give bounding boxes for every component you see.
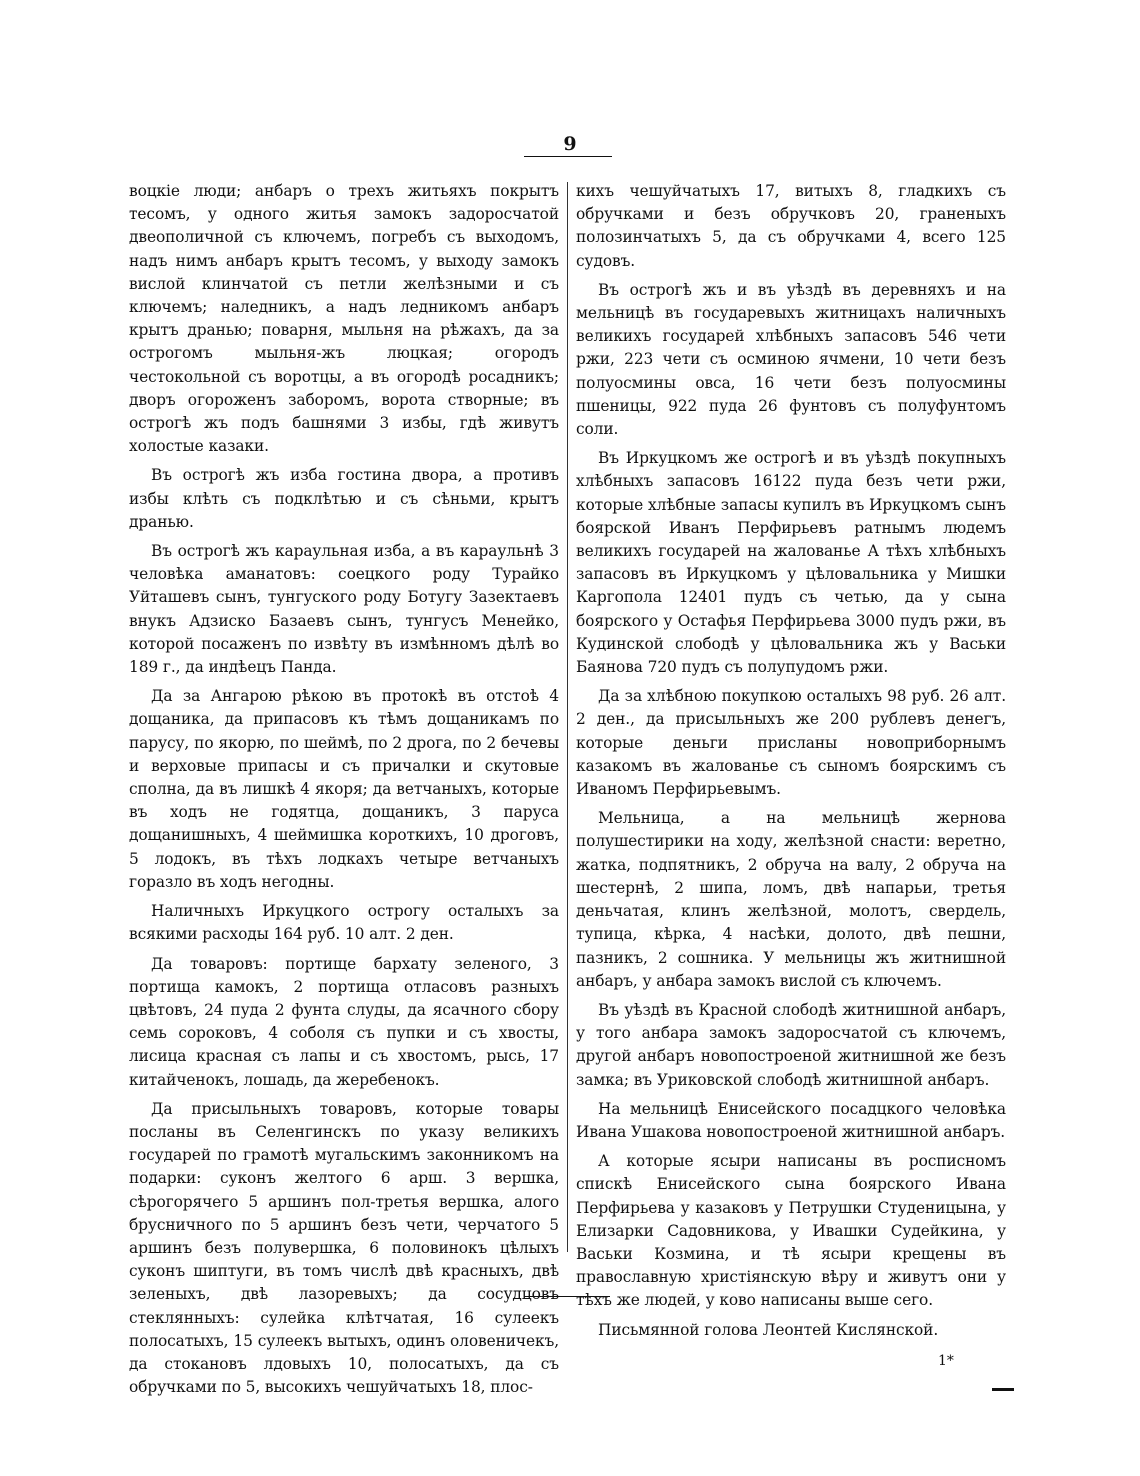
paragraph: Да за Ангарою рѣкою въ протокѣ въ отстоѣ 4 дощаника, да припасовъ къ тѣмъ дощаникамъ по парусу, по якорю, по шеймѣ, по 2 дрога, по 2 бечевы и верховые припасы и съ причалки и скутовые сполна, да въ лишкѣ 4 якоря; да ветчаныхъ, которые въ ходъ не годятца, дощаникъ, 3 паруса дощанишныхъ, 4 шеймишка короткихъ, 10 дроговъ, 5 лодокъ, въ тѣхъ лодкахъ четыре ветчаныхъ горазло въ ходъ негодны.	[129, 687, 559, 891]
corner-dash	[992, 1388, 1014, 1391]
paragraph: Да за хлѣбною покупкою осталыхъ 98 руб. 26 алт. 2 ден., да присыльныхъ же 200 рублевъ денегъ, которые деньги присланы новоприборнымъ казакомъ въ жалованье съ сыномъ боярскимъ съ Иваномъ Перфирьевымъ.	[576, 687, 1006, 799]
left-column	[129, 180, 559, 1405]
paragraph: Въ острогѣ жъ изба гостина двора, а противъ избы клѣть съ подклѣтью и съ сѣньми, крытъ дранью.	[129, 466, 559, 531]
paragraph: Наличныхъ Иркуцкого острогу осталыхъ за всякими расходы 164 руб. 10 алт. 2 ден.	[129, 902, 559, 944]
signature-mark: 1*	[938, 1353, 954, 1369]
paragraph: На мельницѣ Енисейского посадцкого человѣка Ивана Ушакова новопостроеной житнишной анбаръ.	[576, 1099, 1006, 1141]
paragraph: Въ уѣздѣ въ Красной слободѣ житнишной анбаръ, у того анбара замокъ задоросчатой съ ключемъ, другой анбаръ новопостроеной житнишной же безъ замка; въ Уриковской слободѣ житнишной анбаръ.	[576, 1000, 1006, 1089]
right-column	[576, 180, 1006, 1348]
paragraph: Въ Иркуцкомъ же острогѣ и въ уѣздѣ покупныхъ хлѣбныхъ запасовъ 16122 пуда безъ чети ржи, которые хлѣбные запасы купилъ въ Иркуцкомъ сынъ боярской Иванъ Перфирьевъ ратнымъ людемъ великихъ государей на жалованье А тѣхъ хлѣбныхъ запасовъ въ Иркуцкомъ у цѣловальника у Мишки Каргопола 12401 пудъ съ четью, да у сына боярского у Остафья Перфирьева 3000 пудъ ржи, въ Кудинской слободѣ у цѣловальника жъ у Васьки Баянова 720 пудъ съ полупудомъ ржи.	[576, 449, 1006, 677]
page-number: 9	[563, 133, 577, 155]
paragraph: Мельница, а на мельницѣ жернова полушестирики на ходу, желѣзной снасти: веретно, жатка, подпятникъ, 2 обруча на валу, 2 обруча на шестернѣ, 2 шипа, ломъ, двѣ напарьи, третья деньчатая, клинъ желѣзной, молотъ, свердель, тупица, кѣрка, 4 насѣки, долото, двѣ пешни, пазникъ, 2 сошника. У мельницы жъ житнишной анбаръ, у анбара замокъ вислой съ ключемъ.	[576, 809, 1006, 990]
paragraph: Да товаровъ: портище бархату зеленого, 3 портища камокъ, 2 портища отласовъ разныхъ цвѣтовъ, 24 пуда 2 фунта слуды, да ясачного сбору семь сороковъ, 4 соболя съ пупки и съ хвосты, лисица красная съ лапы и съ хвостомъ, рысь, 17 китайченокъ, лошадь, да жеребенокъ.	[129, 954, 559, 1089]
paragraph: Да присыльныхъ товаровъ, которые товары посланы въ Селенгинскъ по указу великихъ государей по грамотѣ мугальскимъ законникомъ на подарки: суконъ желтого 6 арш. 3 вершка, сѣрогорячего 5 аршинъ пол-третья вершка, алого брусничного по 5 аршинъ безъ чети, черчатого 5 аршинъ безъ полувершка, 6 половинокъ цѣлыхъ суконъ шиптуги, въ томъ числѣ двѣ красныхъ, двѣ зеленыхъ, двѣ лазоревыхъ; да сосудцовъ стеклянныхъ: сулейка клѣтчатая, 16 сулеекъ полосатыхъ, 15 сулеекъ вытыхъ, одинъ оловеничекъ, да стокановъ лдовыхъ 10, полосатыхъ, да съ обручками по 5, высокихъ чешуйчатыхъ 18, плос-	[129, 1099, 559, 1397]
paragraph: А которые ясыри написаны въ росписномъ спискѣ Енисейского сына боярского Ивана Перфирьева у казаковъ у Петрушки Студеницына, у Елизарки Садовникова, у Ивашки Судейкина, у Васьки Козмина, и тѣ ясыри крещены въ православную христіянскую вѣру и живутъ они у тѣхъ же людей, у ково написаны выше сего.	[576, 1152, 1006, 1310]
paragraph: воцкіе люди; анбаръ о трехъ житьяхъ покрытъ тесомъ, у одного житья замокъ задоросчатой двеополичной съ ключемъ, погребъ съ выходомъ, надъ нимъ анбаръ крытъ тесомъ, у выходу замокъ вислой клинчатой съ петли желѣзными и съ ключемъ; наледникъ, а надъ ледникомъ анбаръ крытъ дранью; поварня, мыльня на рѣжахъ, да за острогомъ мыльня-жъ люцкая; огородъ честокольной съ воротцы, а въ огородѣ росадникъ; дворъ огороженъ заборомъ, ворота створные; въ острогѣ жъ подъ башнями 3 избы, гдѣ живутъ холостые казаки.	[129, 182, 559, 456]
footer-rule	[524, 1296, 610, 1297]
paragraph: Въ острогѣ жъ и въ уѣздѣ въ деревняхъ и на мельницѣ въ государевыхъ житницахъ наличныхъ великихъ государей хлѣбныхъ запасовъ 546 чети ржи, 223 чети съ осминою ячмени, 10 чети безъ полуосмины овса, 16 чети безъ полуосмины пшеницы, 922 пуда 26 фунтовъ съ полуфунтомъ соли.	[576, 280, 1006, 439]
header-rule	[524, 156, 612, 157]
column-divider	[567, 182, 568, 1252]
paragraph: Письмянной голова Леонтей Кислянской.	[598, 1320, 939, 1339]
paragraph: Въ острогѣ жъ караульная изба, а въ караульнѣ 3 человѣка аманатовъ: соецкого роду Турайко Уйташевъ сынъ, тунгуского роду Ботугу Зазектаевъ внукъ Адзиско Базаевъ сынъ, тунгусъ Менейко, которой посаженъ по извѣту въ измѣнномъ дѣлѣ во 189 г., да индѣецъ Панда.	[129, 542, 559, 677]
paragraph: кихъ чешуйчатыхъ 17, витыхъ 8, гладкихъ съ обручками и безъ обручковъ 20, граненыхъ полозинчатыхъ 5, да съ обручками 4, всего 125 судовъ.	[576, 182, 1006, 270]
